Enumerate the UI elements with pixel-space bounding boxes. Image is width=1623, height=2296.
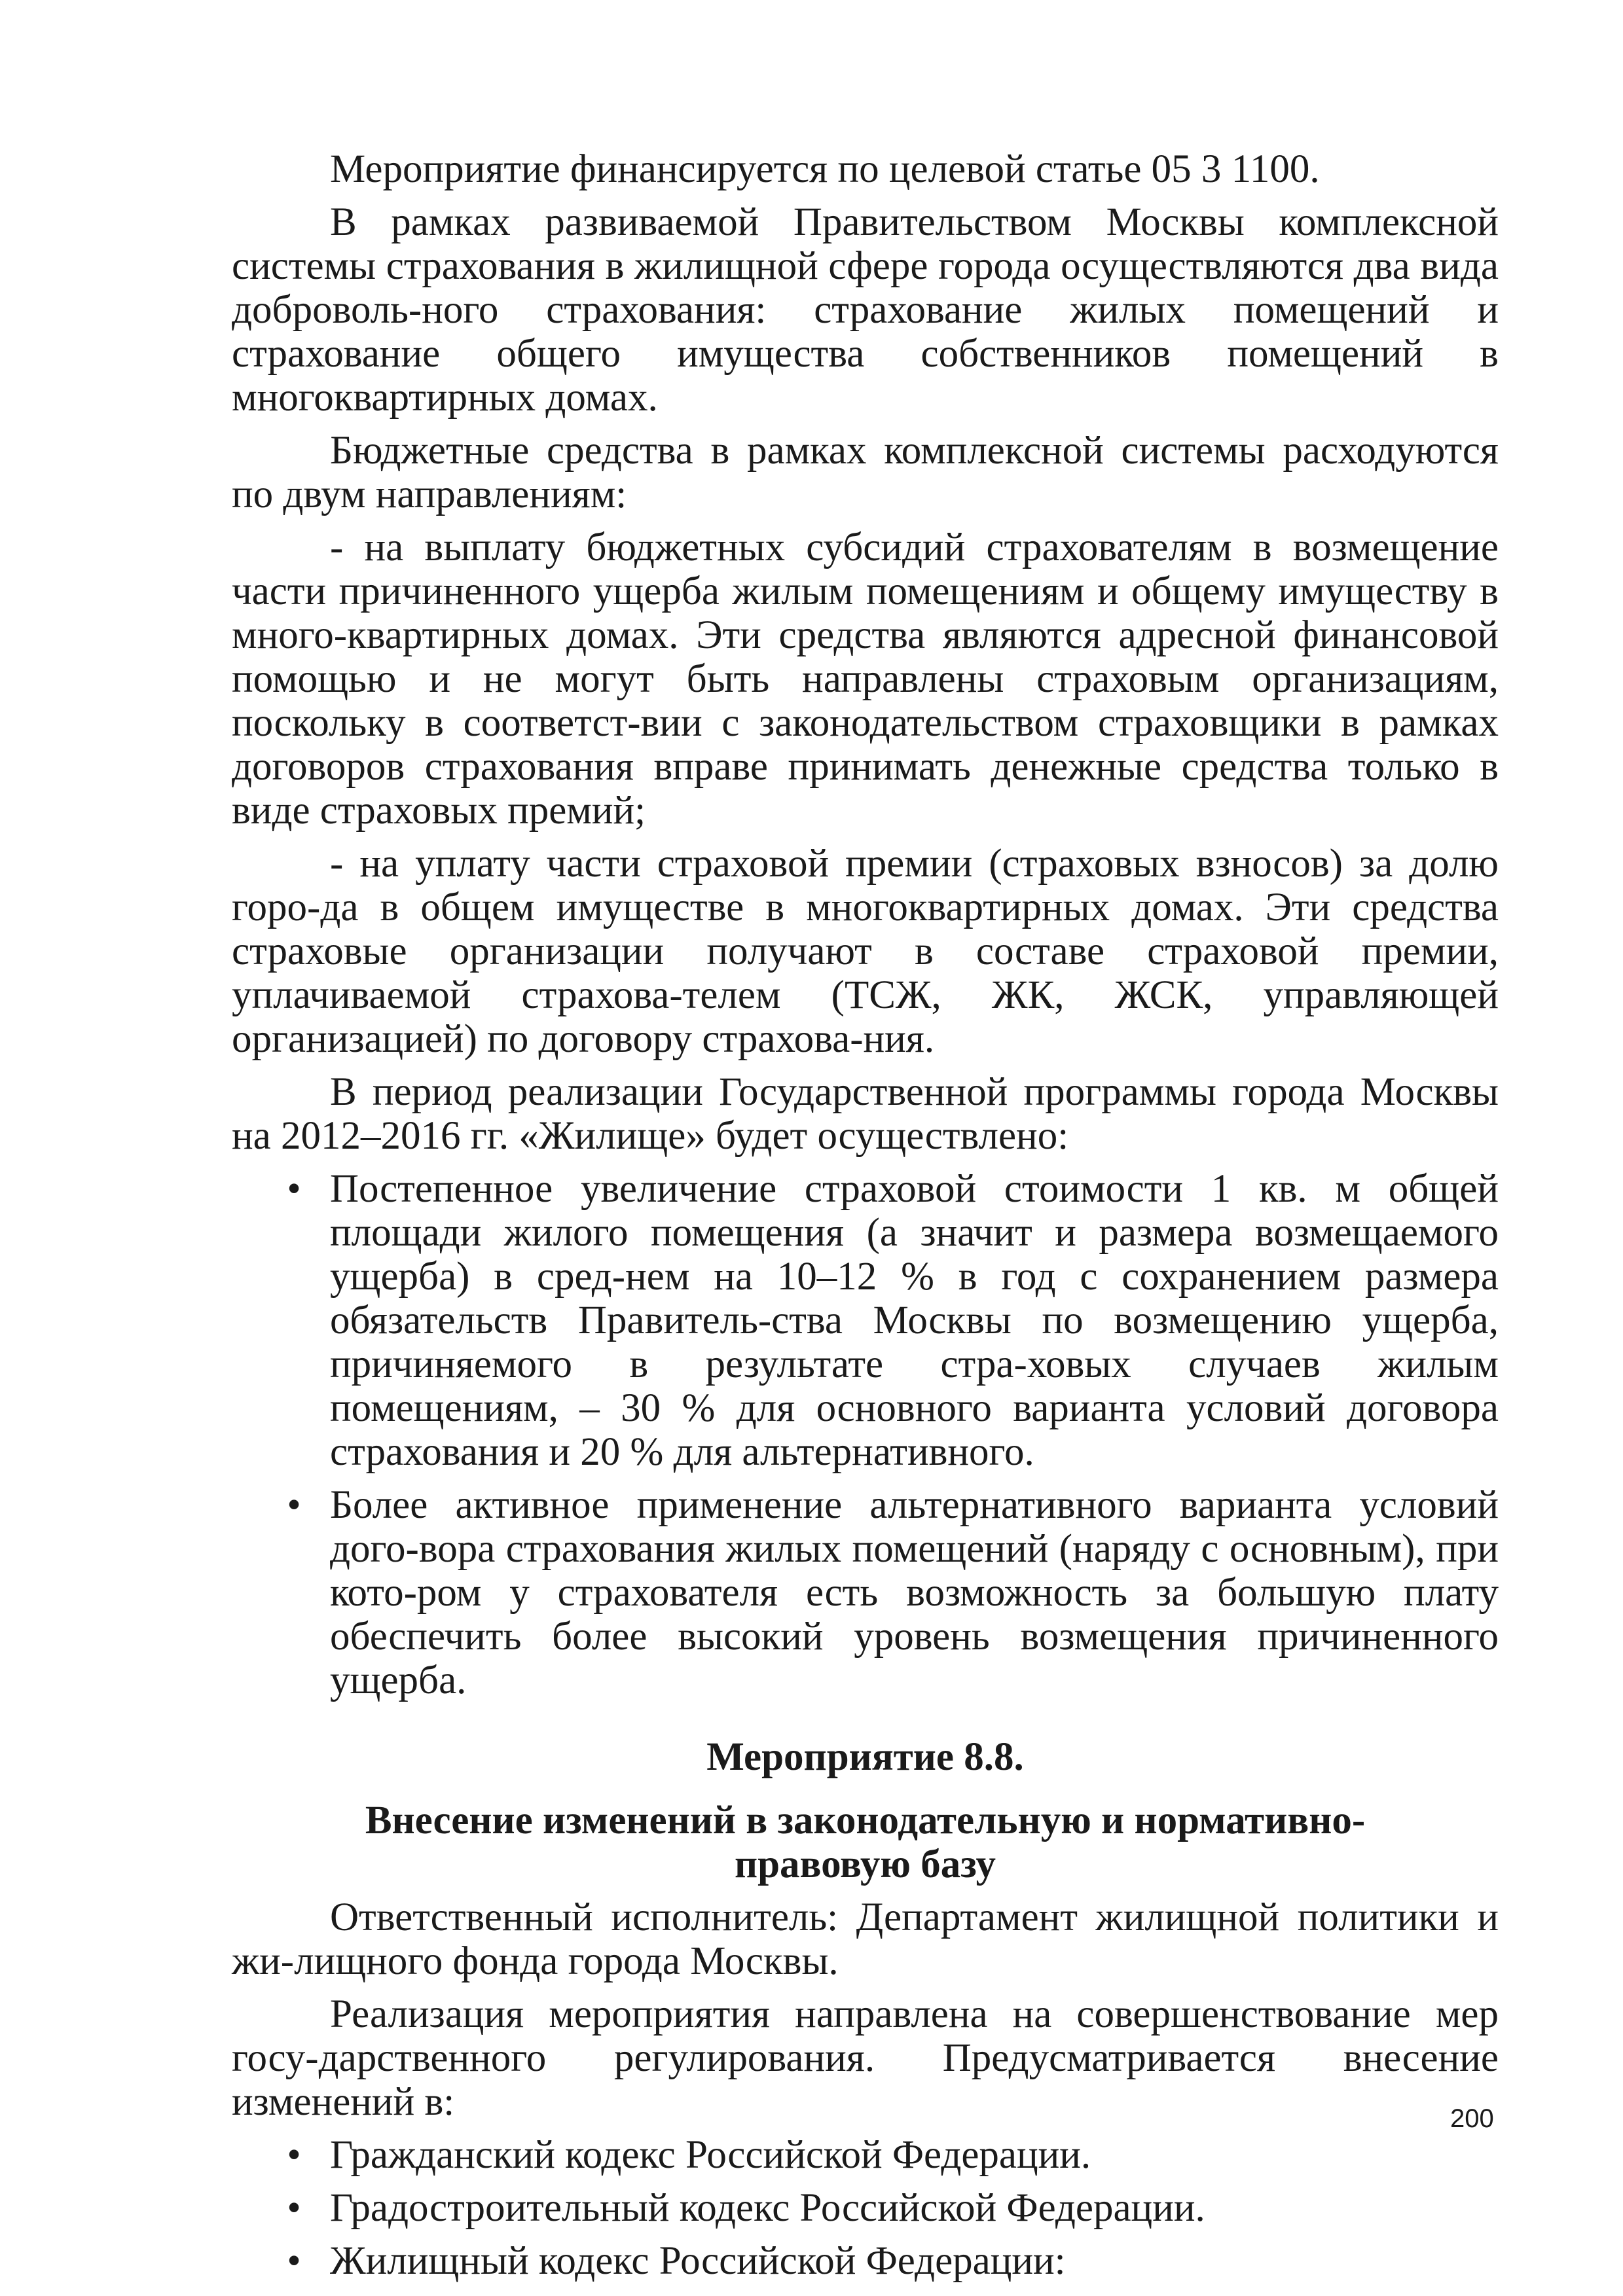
bullet-icon: •: [287, 1483, 301, 1527]
list-item-text: Более активное применение альтернативного варианта условий дого-вора страхования жилых помещений (наряду с основным), при кото-ром у страхователя есть возможность за большую плату обеспечить более высокий уровень возмещения причиненного ущерба.: [330, 1483, 1499, 1702]
section-title: Мероприятие 8.8.: [706, 1735, 1024, 1779]
paragraph: Ответственный исполнитель: Департамент жилищной политики и жи-лищного фонда города Москвы.: [232, 1895, 1499, 1983]
list-item: [232, 1483, 1499, 1702]
list-item: [232, 2186, 1499, 2230]
section-subtitle: [232, 1799, 1499, 1886]
page-number: 200: [1450, 2104, 1494, 2133]
paragraph: - на выплату бюджетных субсидий страхователям в возмещение части причиненного ущерба жилым помещениям и общему имуществу в много-квартирных домах. Эти средства являются адресной финансовой помощью и не могут быть направлены страховым организациям, поскольку в соответст-вии с законодательством страховщики в рамках договоров страхования вправе принимать денежные средства только в виде страховых премий;: [232, 526, 1499, 833]
section-subtitle-line-1: Внесение изменений в законодательную и нормативно-: [365, 1799, 1366, 1842]
bullet-icon: •: [287, 2133, 301, 2177]
bullet-icon: •: [287, 2239, 301, 2283]
list-item: [232, 2239, 1499, 2283]
paragraph: В период реализации Государственной программы города Москвы на 2012–2016 гг. «Жилище» будет осуществлено:: [232, 1070, 1499, 1158]
list-item-text: Гражданский кодекс Российской Федерации.: [330, 2133, 1091, 2177]
list-item: [232, 2133, 1499, 2177]
list-item-text: Градостроительный кодекс Российской Федерации.: [330, 2186, 1205, 2230]
bullet-list-codes: [232, 2133, 1499, 2283]
list-item-text: Жилищный кодекс Российской Федерации:: [330, 2239, 1066, 2283]
paragraph: Мероприятие финансируется по целевой статье 05 3 1100.: [330, 147, 1320, 191]
bullet-icon: •: [287, 2186, 301, 2230]
paragraph: В рамках развиваемой Правительством Москвы комплексной системы страхования в жилищной сфере города осуществляются два вида доброволь-ного страхования: страхование жилых помещений и страхование общего имущества собственников помещений в многоквартирных домах.: [232, 200, 1499, 420]
paragraph: Реализация мероприятия направлена на совершенствование мер госу-дарственного регулирования. Предусматривается внесение изменений в:: [232, 1992, 1499, 2124]
list-item-text: Постепенное увеличение страховой стоимости 1 кв. м общей площади жилого помещения (а значит и размера возмещаемого ущерба) в сред-нем на 10–12 % в год с сохранением размера обязательств Правитель-ства Москвы по возмещению ущерба, причиняемого в результате стра-ховых случаев жилым помещениям, – 30 % для основного варианта условий договора страхования и 20 % для альтернативного.: [330, 1167, 1499, 1474]
bullet-list-outcomes: [232, 1167, 1499, 1702]
document-page: [232, 147, 1499, 2292]
bullet-icon: •: [287, 1167, 301, 1211]
list-item: [232, 1167, 1499, 1474]
section-subtitle-line-2: правовую базу: [734, 1842, 996, 1886]
paragraph: - на уплату части страховой премии (страховых взносов) за долю горо-да в общем имуществе в многоквартирных домах. Эти средства страховые организации получают в составе страховой премии, уплачиваемой страхова-телем (ТСЖ, ЖК, ЖСК, управляющей организацией) по договору страхова-ния.: [232, 842, 1499, 1061]
paragraph: Бюджетные средства в рамках комплексной системы расходуются по двум направлениям:: [232, 429, 1499, 516]
